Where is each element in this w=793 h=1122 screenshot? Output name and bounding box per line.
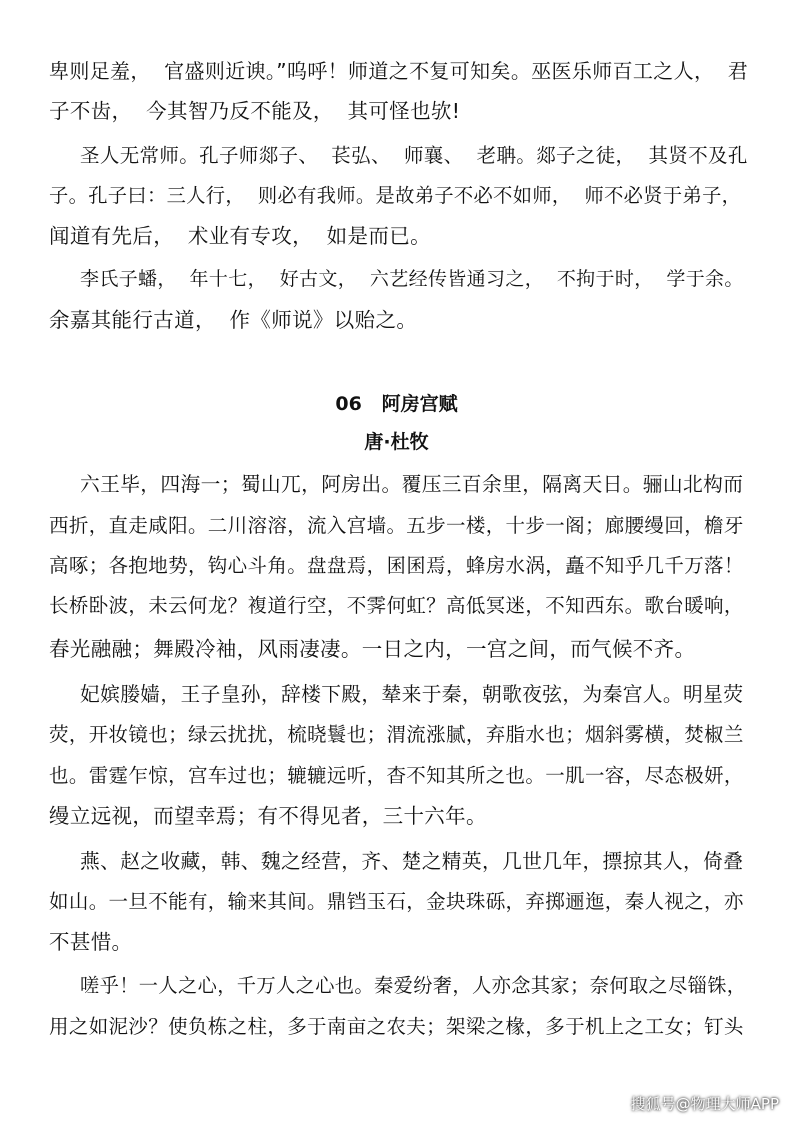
text-line: 燕、赵之收藏，韩、魏之经营，齐、楚之精英，几世几年，摽掠其人，倚叠 (80, 850, 744, 873)
text-line: 缦立远视，而望幸焉；有不得见者，三十六年。 (49, 804, 487, 828)
text-line: 余嘉其能行古道， 作《师说》以贻之。 (49, 308, 418, 332)
text-line: 闻道有先后， 术业有专攻， 如是而已。 (49, 224, 431, 248)
text-line: 卑则足羞， 官盛则近谀。”呜呼！师道之不复可知矣。巫医乐师百工之人， 君 (49, 59, 749, 83)
text-line: 西折，直走咸阳。二川溶溶，流入宫墙。五步一楼，十步一阁；廊腰缦回，檐牙 (49, 514, 744, 537)
text-line: 子不齿， 今其智乃反不能及， 其可怪也欤! (49, 99, 461, 123)
text-line: 子。孔子曰：三人行， 则必有我师。是故弟子不必不如师， 师不必贤于弟子， (49, 184, 742, 207)
text-line: 春光融融；舞殿冷袖，风雨凄凄。一日之内，一宫之间，而气候不齐。 (49, 637, 696, 661)
text-line: 荧，开妆镜也；绿云扰扰，梳晓鬟也；渭流涨腻，弃脂水也；烟斜雾横，焚椒兰 (49, 723, 744, 746)
section-title: 06 阿房宫赋 (335, 393, 458, 415)
text-line: 也。雷霆乍惊，宫车过也；辘辘远听，杳不知其所之也。一肌一容，尽态极妍， (49, 764, 744, 787)
text-line: 长桥卧波，未云何龙？複道行空，不霁何虹？高低冥迷，不知西东。歌台暖响， (49, 594, 744, 617)
text-line: 妃嫔媵嫱，王子皇孙，辞楼下殿，辇来于秦，朝歌夜弦，为秦宫人。明星荧 (80, 683, 744, 706)
section-author: 唐·杜牧 (364, 431, 429, 453)
text-line: 嗟乎！一人之心，千万人之心也。秦爱纷奢，人亦念其家；奈何取之尽锱铢， (80, 974, 747, 997)
text-line: 如山。一旦不能有，输来其间。鼎铛玉石，金块珠砾，弃掷逦迤，秦人视之，亦 (49, 890, 744, 913)
text-line: 六王毕，四海一；蜀山兀，阿房出。覆压三百余里，隔离天日。骊山北构而 (80, 473, 744, 496)
watermark: 搜狐号@物理大师APP (630, 1095, 779, 1113)
text-line: 李氏子蟠， 年十七， 好古文， 六艺经传皆通习之， 不拘于时， 学于余。 (80, 268, 744, 290)
text-line: 不甚惜。 (49, 930, 133, 954)
text-line: 高啄；各抱地势，钩心斗角。盘盘焉，囷囷焉，蜂房水涡，矗不知乎几千万落！ (49, 554, 744, 577)
text-line: 圣人无常师。孔子师郯子、 苌弘、 师襄、 老聃。郯子之徒， 其贤不及孔 (80, 144, 748, 167)
text-line: 用之如泥沙？使负栋之柱，多于南亩之农夫；架梁之椽，多于机上之工女；钉头 (49, 1015, 744, 1038)
